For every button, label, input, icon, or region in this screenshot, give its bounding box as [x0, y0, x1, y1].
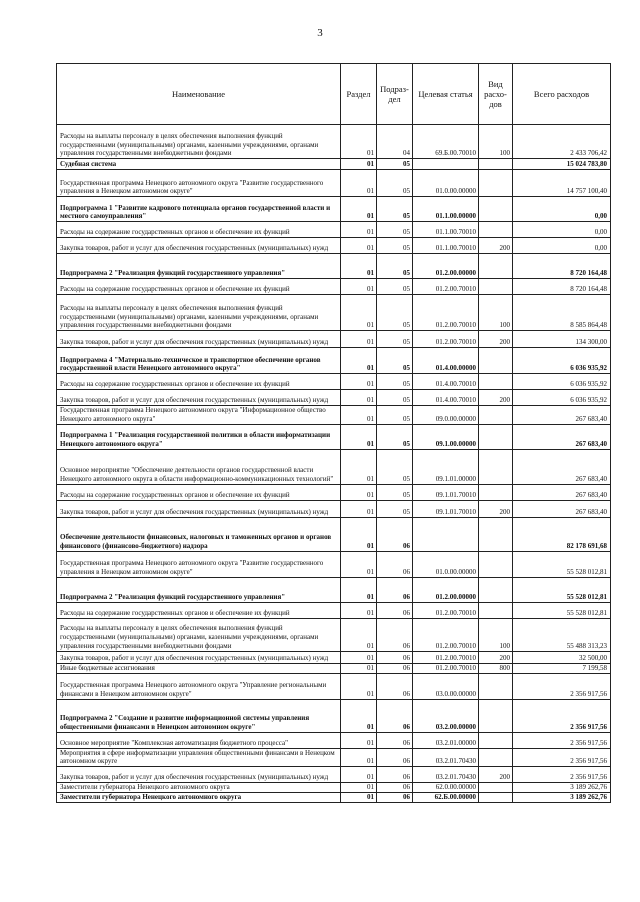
row-section: 01 — [341, 424, 377, 449]
row-target: 01.1.00.00000 — [413, 197, 479, 222]
table-row — [57, 331, 611, 348]
row-subsection: 06 — [377, 783, 413, 793]
row-name: Закупка товаров, работ и услуг для обеспечения государственных (муниципальных) нужд — [57, 651, 341, 663]
row-target — [413, 159, 479, 170]
table-row — [57, 748, 611, 767]
row-section: 01 — [341, 222, 377, 238]
row-target: 01.2.00.70010 — [413, 279, 479, 295]
table-row — [57, 424, 611, 449]
row-expense-type — [479, 484, 513, 500]
row-total: 267 683,40 — [513, 500, 611, 517]
row-expense-type — [479, 783, 513, 793]
row-subsection: 06 — [377, 767, 413, 783]
table-row — [57, 793, 611, 803]
row-section: 01 — [341, 484, 377, 500]
row-section: 01 — [341, 500, 377, 517]
row-subsection: 05 — [377, 170, 413, 197]
table-row — [57, 222, 611, 238]
row-total: 6 036 935,92 — [513, 348, 611, 374]
row-total: 0,00 — [513, 197, 611, 222]
row-name: Судебная система — [57, 159, 341, 170]
row-name: Подпрограмма 1 "Реализация государственной политики в области информатизации Ненецкого автономного округа" — [57, 424, 341, 449]
row-total: 6 036 935,92 — [513, 390, 611, 406]
row-total: 2 356 917,56 — [513, 732, 611, 748]
row-subsection: 06 — [377, 793, 413, 803]
table-row — [57, 651, 611, 663]
table-row — [57, 406, 611, 425]
row-target — [413, 517, 479, 551]
row-subsection: 06 — [377, 663, 413, 673]
table-row — [57, 238, 611, 254]
row-total: 55 528 012,81 — [513, 551, 611, 577]
row-target: 01.2.00.00000 — [413, 577, 479, 602]
row-name: Государственная программа Ненецкого автономного округа "Информационное общество Ненецкого автономного округа" — [57, 406, 341, 425]
row-subsection: 06 — [377, 748, 413, 767]
header-name: Наименование — [57, 64, 341, 125]
table-row — [57, 125, 611, 159]
row-section: 01 — [341, 170, 377, 197]
row-name: Расходы на содержание государственных органов и обеспечение их функций — [57, 374, 341, 390]
table-row — [57, 390, 611, 406]
row-subsection: 06 — [377, 551, 413, 577]
row-target: 03.0.00.00000 — [413, 673, 479, 699]
row-total: 55 528 012,81 — [513, 602, 611, 618]
row-name: Расходы на содержание государственных органов и обеспечение их функций — [57, 222, 341, 238]
row-subsection: 05 — [377, 484, 413, 500]
row-section: 01 — [341, 390, 377, 406]
row-target: 01.1.00.70010 — [413, 238, 479, 254]
table-row — [57, 602, 611, 618]
table-row — [57, 551, 611, 577]
row-expense-type — [479, 551, 513, 577]
row-subsection: 05 — [377, 424, 413, 449]
row-name: Расходы на содержание государственных органов и обеспечение их функций — [57, 484, 341, 500]
table-row — [57, 279, 611, 295]
row-total: 2 356 917,56 — [513, 748, 611, 767]
header-total: Всего расходов — [513, 64, 611, 125]
row-total: 267 683,40 — [513, 406, 611, 425]
table-row — [57, 159, 611, 170]
row-subsection: 05 — [377, 197, 413, 222]
row-expense-type — [479, 577, 513, 602]
table-row — [57, 197, 611, 222]
row-name: Заместители губернатора Ненецкого автономного округа — [57, 793, 341, 803]
row-name: Расходы на выплаты персоналу в целях обеспечения выполнения функций государственными (муниципальными) органами, казенными учреждениями, органами управления государственными внебюджетными фондами — [57, 618, 341, 651]
row-section: 01 — [341, 348, 377, 374]
row-name: Иные бюджетные ассигнования — [57, 663, 341, 673]
row-section: 01 — [341, 449, 377, 484]
table-row — [57, 618, 611, 651]
row-section: 01 — [341, 748, 377, 767]
row-total: 15 024 783,80 — [513, 159, 611, 170]
row-subsection: 05 — [377, 238, 413, 254]
row-total: 267 683,40 — [513, 449, 611, 484]
row-subsection: 05 — [377, 449, 413, 484]
row-expense-type: 200 — [479, 238, 513, 254]
row-name: Расходы на содержание государственных органов и обеспечение их функций — [57, 602, 341, 618]
row-name: Расходы на содержание государственных органов и обеспечение их функций — [57, 279, 341, 295]
row-total: 3 189 262,76 — [513, 793, 611, 803]
row-subsection: 05 — [377, 390, 413, 406]
row-target: 03.2.01.70430 — [413, 748, 479, 767]
row-expense-type — [479, 374, 513, 390]
row-total: 55 528 012,81 — [513, 577, 611, 602]
row-section: 01 — [341, 673, 377, 699]
row-name: Государственная программа Ненецкого автономного округа "Развитие государственного управления в Ненецком автономном округе" — [57, 170, 341, 197]
row-subsection: 05 — [377, 374, 413, 390]
row-subsection: 06 — [377, 732, 413, 748]
row-subsection: 05 — [377, 159, 413, 170]
row-section: 01 — [341, 331, 377, 348]
row-target: 01.4.00.00000 — [413, 348, 479, 374]
row-total: 55 488 313,23 — [513, 618, 611, 651]
row-section: 01 — [341, 663, 377, 673]
row-subsection: 06 — [377, 602, 413, 618]
row-target: 01.2.00.70010 — [413, 602, 479, 618]
row-section: 01 — [341, 767, 377, 783]
row-total: 14 757 100,40 — [513, 170, 611, 197]
row-total: 82 178 691,68 — [513, 517, 611, 551]
row-expense-type — [479, 673, 513, 699]
row-target: 01.2.00.00000 — [413, 254, 479, 279]
row-expense-type — [479, 197, 513, 222]
row-total: 8 720 164,48 — [513, 254, 611, 279]
row-subsection: 06 — [377, 517, 413, 551]
row-target: 01.2.00.70010 — [413, 663, 479, 673]
row-name: Закупка товаров, работ и услуг для обеспечения государственных (муниципальных) нужд — [57, 331, 341, 348]
row-name: Государственная программа Ненецкого автономного округа "Управление региональными финансами в Ненецком автономном округе" — [57, 673, 341, 699]
row-name: Обеспечение деятельности финансовых, налоговых и таможенных органов и органов финансового (финансово-бюджетного) надзора — [57, 517, 341, 551]
table-row — [57, 663, 611, 673]
row-name: Закупка товаров, работ и услуг для обеспечения государственных (муниципальных) нужд — [57, 767, 341, 783]
row-expense-type — [479, 406, 513, 425]
row-expense-type: 800 — [479, 663, 513, 673]
row-total: 0,00 — [513, 222, 611, 238]
row-name: Заместители губернатора Ненецкого автономного округа — [57, 783, 341, 793]
row-expense-type — [479, 254, 513, 279]
header-section: Раздел — [341, 64, 377, 125]
row-name: Подпрограмма 2 "Создание и развитие информационной системы управления общественными финансами в Ненецком автономном округе" — [57, 699, 341, 732]
expenditure-table — [56, 63, 611, 803]
row-subsection: 06 — [377, 699, 413, 732]
row-target: 01.0.00.00000 — [413, 551, 479, 577]
row-name: Закупка товаров, работ и услуг для обеспечения государственных (муниципальных) нужд — [57, 238, 341, 254]
row-name: Подпрограмма 2 "Реализация функций государственного управления" — [57, 254, 341, 279]
row-target: 69.Б.00.70010 — [413, 125, 479, 159]
row-total: 2 356 917,56 — [513, 767, 611, 783]
row-subsection: 05 — [377, 406, 413, 425]
row-expense-type: 100 — [479, 295, 513, 331]
row-section: 01 — [341, 406, 377, 425]
row-name: Расходы на выплаты персоналу в целях обеспечения выполнения функций государственными (муниципальными) органами, казенными учреждениями, органами управления государственными внебюджетными фондами — [57, 295, 341, 331]
row-target: 01.4.00.70010 — [413, 390, 479, 406]
row-expense-type: 200 — [479, 767, 513, 783]
row-total: 8 720 164,48 — [513, 279, 611, 295]
row-name: Основное мероприятие "Обеспечение деятельности органов государственной власти Ненецкого автономного округа в области информационно-коммуникационных технологий" — [57, 449, 341, 484]
row-expense-type — [479, 170, 513, 197]
table-row — [57, 500, 611, 517]
row-target: 01.1.00.70010 — [413, 222, 479, 238]
row-expense-type: 100 — [479, 618, 513, 651]
row-name: Закупка товаров, работ и услуг для обеспечения государственных (муниципальных) нужд — [57, 390, 341, 406]
table-row — [57, 673, 611, 699]
row-target: 62.Б.00.00000 — [413, 793, 479, 803]
row-name: Закупка товаров, работ и услуг для обеспечения государственных (муниципальных) нужд — [57, 500, 341, 517]
row-subsection: 05 — [377, 348, 413, 374]
table-row — [57, 577, 611, 602]
table-row — [57, 348, 611, 374]
table-row — [57, 449, 611, 484]
row-section: 01 — [341, 651, 377, 663]
row-expense-type: 100 — [479, 125, 513, 159]
row-subsection: 05 — [377, 254, 413, 279]
row-total: 6 036 935,92 — [513, 374, 611, 390]
row-subsection: 05 — [377, 500, 413, 517]
row-expense-type: 200 — [479, 390, 513, 406]
row-expense-type — [479, 279, 513, 295]
table-row — [57, 732, 611, 748]
row-total: 2 356 917,56 — [513, 673, 611, 699]
row-target: 01.2.00.70010 — [413, 295, 479, 331]
row-section: 01 — [341, 793, 377, 803]
row-expense-type — [479, 449, 513, 484]
row-name: Подпрограмма 4 "Материально-техническое и транспортное обеспечение органов государственной власти Ненецкого автономного округа" — [57, 348, 341, 374]
row-total: 3 189 262,76 — [513, 783, 611, 793]
row-target: 09.1.01.70010 — [413, 484, 479, 500]
table-row — [57, 517, 611, 551]
row-name: Мероприятия в сфере информатизации управления общественными финансами в Ненецком автономном округе — [57, 748, 341, 767]
row-subsection: 06 — [377, 651, 413, 663]
row-section: 01 — [341, 279, 377, 295]
row-section: 01 — [341, 254, 377, 279]
row-section: 01 — [341, 159, 377, 170]
table-row — [57, 295, 611, 331]
table-row — [57, 374, 611, 390]
table-row — [57, 484, 611, 500]
row-target: 09.1.01.00000 — [413, 449, 479, 484]
row-expense-type — [479, 424, 513, 449]
row-expense-type — [479, 159, 513, 170]
row-expense-type: 200 — [479, 331, 513, 348]
row-total: 134 300,00 — [513, 331, 611, 348]
row-section: 01 — [341, 577, 377, 602]
row-name: Подпрограмма 2 "Реализация функций государственного управления" — [57, 577, 341, 602]
row-total: 2 356 917,56 — [513, 699, 611, 732]
row-name: Подпрограмма 1 "Развитие кадрового потенциала органов государственной власти и местного самоуправления" — [57, 197, 341, 222]
row-target: 01.2.00.70010 — [413, 331, 479, 348]
row-expense-type — [479, 793, 513, 803]
row-section: 01 — [341, 783, 377, 793]
table-row — [57, 783, 611, 793]
row-target: 01.4.00.70010 — [413, 374, 479, 390]
row-target: 09.1.01.70010 — [413, 500, 479, 517]
table-header-row — [57, 64, 611, 125]
row-subsection: 05 — [377, 279, 413, 295]
row-section: 01 — [341, 699, 377, 732]
row-target: 01.2.00.70010 — [413, 618, 479, 651]
row-expense-type — [479, 517, 513, 551]
table-row — [57, 170, 611, 197]
row-target: 03.2.01.70430 — [413, 767, 479, 783]
row-section: 01 — [341, 517, 377, 551]
row-total: 8 585 864,48 — [513, 295, 611, 331]
row-target: 01.2.00.70010 — [413, 651, 479, 663]
row-section: 01 — [341, 238, 377, 254]
table-row — [57, 767, 611, 783]
row-subsection: 05 — [377, 331, 413, 348]
row-total: 7 199,58 — [513, 663, 611, 673]
row-subsection: 04 — [377, 125, 413, 159]
row-section: 01 — [341, 374, 377, 390]
row-target: 09.1.00.00000 — [413, 424, 479, 449]
row-total: 2 433 706,42 — [513, 125, 611, 159]
row-name: Основное мероприятие "Комплексная автоматизация бюджетного процесса" — [57, 732, 341, 748]
row-section: 01 — [341, 732, 377, 748]
row-target: 09.0.00.00000 — [413, 406, 479, 425]
header-target: Целевая статья — [413, 64, 479, 125]
row-expense-type: 200 — [479, 500, 513, 517]
row-subsection: 05 — [377, 222, 413, 238]
row-section: 01 — [341, 551, 377, 577]
row-expense-type — [479, 222, 513, 238]
row-expense-type — [479, 602, 513, 618]
row-name: Государственная программа Ненецкого автономного округа "Развитие государственного управления в Ненецком автономном округе" — [57, 551, 341, 577]
table-row — [57, 699, 611, 732]
row-name: Расходы на выплаты персоналу в целях обеспечения выполнения функций государственными (муниципальными) органами, казенными учреждениями, органами управления государственными внебюджетными фондами — [57, 125, 341, 159]
row-total: 267 683,40 — [513, 484, 611, 500]
row-expense-type — [479, 348, 513, 374]
row-section: 01 — [341, 618, 377, 651]
row-subsection: 06 — [377, 577, 413, 602]
row-subsection: 06 — [377, 673, 413, 699]
row-target: 03.2.01.00000 — [413, 732, 479, 748]
row-expense-type: 200 — [479, 651, 513, 663]
row-target: 62.0.00.00000 — [413, 783, 479, 793]
page-number: 3 — [317, 27, 323, 39]
row-expense-type — [479, 699, 513, 732]
row-section: 01 — [341, 197, 377, 222]
header-subsection: Подраз-дел — [377, 64, 413, 125]
row-section: 01 — [341, 295, 377, 331]
row-section: 01 — [341, 125, 377, 159]
row-expense-type — [479, 748, 513, 767]
row-subsection: 05 — [377, 295, 413, 331]
row-section: 01 — [341, 602, 377, 618]
table-row — [57, 254, 611, 279]
row-target: 03.2.00.00000 — [413, 699, 479, 732]
row-target: 01.0.00.00000 — [413, 170, 479, 197]
row-total: 267 683,40 — [513, 424, 611, 449]
row-expense-type — [479, 732, 513, 748]
row-total: 0,00 — [513, 238, 611, 254]
row-total: 32 500,00 — [513, 651, 611, 663]
header-expense-type: Вид расхо-дов — [479, 64, 513, 125]
row-subsection: 06 — [377, 618, 413, 651]
